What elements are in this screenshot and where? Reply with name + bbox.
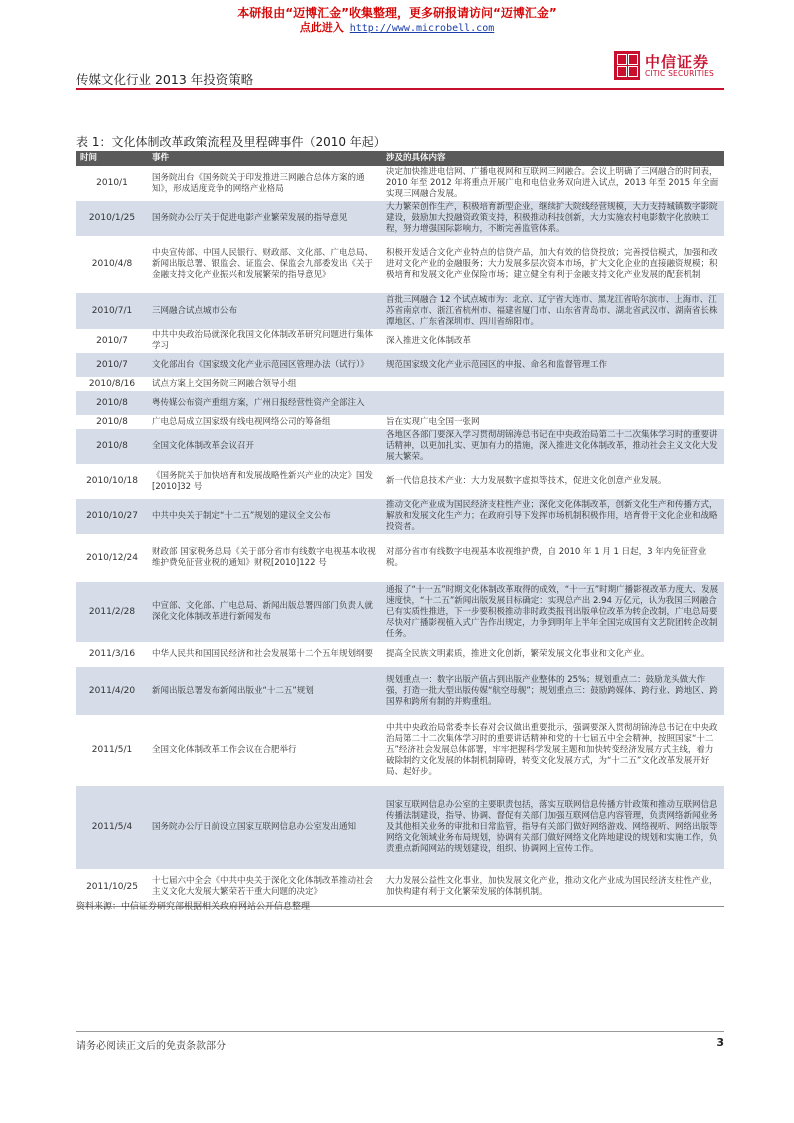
table-row	[76, 293, 724, 329]
row-detail: 中共中央政治局常委李长春对会议做出重要批示，强调要深入贯彻胡锦涛总书记在中央政治局第二十二次集体学习时的重要讲话精神和党的十七届五中全会精神，按照国家“十二五”经济社会发展总体部署，牢牢把握科学发展主题和加快转变经济发展方式主线，着力破除制约文化发展的体制机制障碍，转变文化发展方式，为“十二五”文化改革发展开好局、起好步。	[382, 715, 724, 786]
row-time: 2010/1	[76, 166, 148, 201]
row-detail: 对部分省市有线数字电视基本收视维护费，自 2010 年 1 月 1 日起，3 年内免征营业税。	[382, 534, 724, 582]
row-event: 粤传媒公布资产重组方案，广州日报经营性资产全部注入	[148, 391, 382, 415]
top-banner	[0, 6, 794, 36]
row-event: 三网融合试点城市公布	[148, 293, 382, 329]
table-title: 表 1：文化体制改革政策流程及里程碑事件（2010 年起）	[76, 135, 386, 149]
row-detail: 推动文化产业成为国民经济支柱性产业；深化文化体制改革，创新文化生产和传播方式，解放和发展文化生产力；在政府引导下发挥市场机制积极作用，培育骨干文化企业和战略投资者。	[382, 499, 724, 534]
row-detail: 深入推进文化体制改革	[382, 329, 724, 353]
row-time: 2011/4/20	[76, 667, 148, 715]
table-row	[76, 715, 724, 786]
row-detail	[382, 391, 724, 415]
row-time: 2011/5/4	[76, 786, 148, 869]
banner-enter-link[interactable]: 点此进入	[299, 21, 344, 34]
table-header-row	[76, 151, 724, 166]
table-row	[76, 166, 724, 201]
row-time: 2011/3/16	[76, 642, 148, 667]
banner-link-line	[0, 21, 794, 36]
row-time: 2010/1/25	[76, 201, 148, 236]
table-row	[76, 464, 724, 499]
row-event: 试点方案上交国务院三网融合领导小组	[148, 377, 382, 391]
table-row	[76, 499, 724, 534]
row-event: 广电总局成立国家级有线电视网络公司的筹备组	[148, 415, 382, 429]
row-time: 2011/5/1	[76, 715, 148, 786]
logo-chinese-name: 中信证券	[645, 53, 710, 71]
banner-url-link[interactable]: http://www.microbell.com	[349, 23, 495, 34]
row-detail: 首批三网融合 12 个试点城市为：北京、辽宁省大连市、黑龙江省哈尔滨市、上海市、江苏省南京市、浙江省杭州市、福建省厦门市、山东省青岛市、湖北省武汉市、湖南省长株潭地区、广东省深圳市、四川省绵阳市。	[382, 293, 724, 329]
row-detail: 各地区各部门要深入学习贯彻胡锦涛总书记在中央政治局第二十二次集体学习时的重要讲话精神，以更加扎实、更加有力的措施，深入推进文化体制改革，推动社会主义文化大发展大繁荣。	[382, 429, 724, 464]
policy-events-table	[76, 151, 724, 907]
row-time: 2011/2/28	[76, 582, 148, 642]
table-row	[76, 201, 724, 236]
row-event: 全国文化体制改革工作会议在合肥举行	[148, 715, 382, 786]
table-row	[76, 429, 724, 464]
table-row	[76, 377, 724, 391]
row-event: 财政部 国家税务总局《关于部分省市有线数字电视基本收视维护费免征营业税的通知》财税[2010]122 号	[148, 534, 382, 582]
banner-line: 本研报由“迈博汇金”收集整理，更多研报请访问“迈博汇金”	[237, 6, 557, 20]
row-time: 2011/10/25	[76, 869, 148, 906]
row-detail: 大力发展公益性文化事业，加快发展文化产业，推动文化产业成为国民经济支柱性产业，加快构建有利于文化繁荣发展的体制机制。	[382, 869, 724, 906]
row-time: 2010/7	[76, 353, 148, 377]
footer-divider	[76, 1031, 724, 1032]
row-time: 2010/10/27	[76, 499, 148, 534]
row-event: 国务院出台《国务院关于印发推进三网融合总体方案的通知》，形成适度竞争的网络产业格局	[148, 166, 382, 201]
row-event: 国务院办公厅关于促进电影产业繁荣发展的指导意见	[148, 201, 382, 236]
table-row	[76, 415, 724, 429]
table-row	[76, 786, 724, 869]
row-detail: 规范国家级文化产业示范园区的申报、命名和监督管理工作	[382, 353, 724, 377]
logo-english-name: CITIC SECURITIES	[645, 69, 715, 78]
row-detail: 旨在实现广电全国一张网	[382, 415, 724, 429]
row-event: 文化部出台《国家级文化产业示范园区管理办法（试行）》	[148, 353, 382, 377]
row-time: 2010/7	[76, 329, 148, 353]
table-row	[76, 391, 724, 415]
row-time: 2010/8/16	[76, 377, 148, 391]
row-detail: 积极开发适合文化产业特点的信贷产品，加大有效的信贷投放；完善授信模式，加强和改进对文化产业的金融服务；大力发展多层次资本市场，扩大文化企业的直接融资规模；积极培育和发展文化产业保险市场；建立健全有利于金融支持文化产业发展的配套机制	[382, 236, 724, 293]
row-event: 中华人民共和国国民经济和社会发展第十二个五年规划纲要	[148, 642, 382, 667]
table-row	[76, 642, 724, 667]
table-row	[76, 353, 724, 377]
row-event: 全国文化体制改革会议召开	[148, 429, 382, 464]
row-detail: 新一代信息技术产业：大力发展数字虚拟等技术，促进文化创意产业发展。	[382, 464, 724, 499]
table-row	[76, 667, 724, 715]
row-event: 中共中央政治局就深化我国文化体制改革研究问题进行集体学习	[148, 329, 382, 353]
row-detail: 通报了“十一五”时期文化体制改革取得的成效，“十一五”时期广播影视改革力度大、发展速度快，“十二五”新闻出版发展目标确定：实现总产出 2.94 万亿元，认为我国三网融合已有实质性推进，下一步要积极推动非时政类报刊出版单位改革为转企改制，广电总局要尽快对广播影视植入式广告作出规定，力争到明年上半年全国完成国有文艺院团转企改制任务。	[382, 582, 724, 642]
row-time: 2010/7/1	[76, 293, 148, 329]
page-number: 3	[716, 1036, 724, 1049]
row-event: 《国务院关于加快培育和发展战略性新兴产业的决定》国发[2010]32 号	[148, 464, 382, 499]
row-detail: 规划重点一：数字出版产值占到出版产业整体的 25%；规划重点二：鼓励龙头做大作强，打造一批大型出版传媒“航空母舰”；规划重点三：鼓励跨媒体、跨行业、跨地区、跨国界和跨所有制的并购重组。	[382, 667, 724, 715]
row-detail: 大力繁荣创作生产，积极培育新型企业，继续扩大院线经营规模，大力支持城镇数字影院建设，鼓励加大投融资政策支持，积极推动科技创新，大力实施农村电影数字化放映工程，努力增强国际影响力，不断完善监管体系。	[382, 201, 724, 236]
row-detail	[382, 377, 724, 391]
document-title: 传媒文化行业 2013 年投资策略	[76, 72, 254, 87]
citic-logo	[614, 51, 722, 81]
table-row	[76, 582, 724, 642]
header-divider	[76, 88, 724, 90]
citic-logo-icon	[614, 51, 640, 80]
row-time: 2010/12/24	[76, 534, 148, 582]
row-time: 2010/8	[76, 415, 148, 429]
row-event: 中宣部、文化部、广电总局、新闻出版总署四部门负责人就深化文化体制改革进行新闻发布	[148, 582, 382, 642]
row-time: 2010/4/8	[76, 236, 148, 293]
row-time: 2010/8	[76, 429, 148, 464]
row-event: 新闻出版总署发布新闻出版业“十二五”规划	[148, 667, 382, 715]
column-header-time: 时间	[76, 151, 148, 166]
table-row	[76, 534, 724, 582]
row-detail: 国家互联网信息办公室的主要职责包括，落实互联网信息传播方针政策和推动互联网信息传播法制建设，指导、协调、督促有关部门加强互联网信息内容管理，负责网络新闻业务及其他相关业务的审批和日常监管，指导有关部门做好网络游戏、网络视听、网络出版等网络文化领域业务布局规划，协调有关部门做好网络文化阵地建设的规划和实施工作，负责重点新闻网站的规划建设，组织、协调网上宣传工作。	[382, 786, 724, 869]
column-header-event: 事件	[148, 151, 382, 166]
column-header-detail: 涉及的具体内容	[382, 151, 724, 166]
row-time: 2010/8	[76, 391, 148, 415]
table-source-note: 资料来源：中信证券研究部根据相关政府网站公开信息整理	[76, 902, 311, 912]
row-time: 2010/10/18	[76, 464, 148, 499]
row-detail: 决定加快推进电信网、广播电视网和互联网三网融合。会议上明确了三网融合的时间表，2010 年至 2012 年将重点开展广电和电信业务双向进入试点，2013 年至 2015 年全面实现三网融合发展。	[382, 166, 724, 201]
row-event: 十七届六中全会《中共中央关于深化文化体制改革推动社会主义文化大发展大繁荣若干重大问题的决定》	[148, 869, 382, 906]
row-event: 中共中央关于制定“十二五”规划的建议全文公布	[148, 499, 382, 534]
table-row	[76, 236, 724, 293]
row-detail: 提高全民族文明素质，推进文化创新，繁荣发展文化事业和文化产业。	[382, 642, 724, 667]
table-row	[76, 329, 724, 353]
footer-disclaimer: 请务必阅读正文后的免责条款部分	[76, 1041, 226, 1052]
row-event: 中央宣传部、中国人民银行、财政部、文化部、广电总局、新闻出版总署、银监会、证监会、保监会九部委发出《关于金融支持文化产业振兴和发展繁荣的指导意见》	[148, 236, 382, 293]
row-event: 国务院办公厅日前设立国家互联网信息办公室发出通知	[148, 786, 382, 869]
